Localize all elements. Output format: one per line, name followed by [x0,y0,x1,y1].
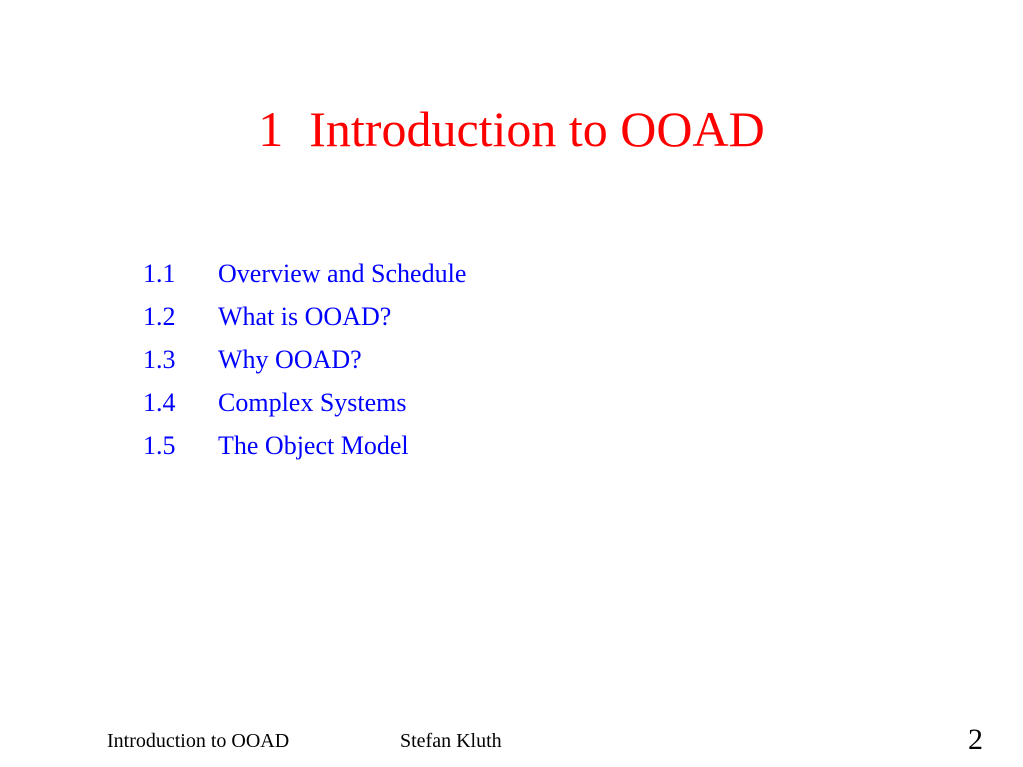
title-text: Introduction to OOAD [309,101,765,157]
toc-item-label: Why OOAD? [218,345,362,374]
toc-item-label: What is OOAD? [218,302,392,331]
slide-title [0,98,1023,160]
toc-item-label: Overview and Schedule [218,259,467,288]
toc-item [143,428,466,471]
toc-item [143,256,466,299]
toc-item [143,299,466,342]
footer-course-title: Introduction to OOAD [107,730,290,752]
page-number: 2 [968,723,983,756]
toc-item-number: 1.5 [143,431,176,460]
title-number: 1 [258,101,284,157]
toc-item-number: 1.3 [143,345,176,374]
footer-author: Stefan Kluth [400,730,502,752]
toc-item-label: The Object Model [218,431,409,460]
toc-item [143,385,466,428]
toc-item-number: 1.4 [143,388,176,417]
toc-item-number: 1.2 [143,302,176,331]
table-of-contents [143,256,466,471]
toc-item-number: 1.1 [143,259,176,288]
toc-item [143,342,466,385]
toc-item-label: Complex Systems [218,388,407,417]
